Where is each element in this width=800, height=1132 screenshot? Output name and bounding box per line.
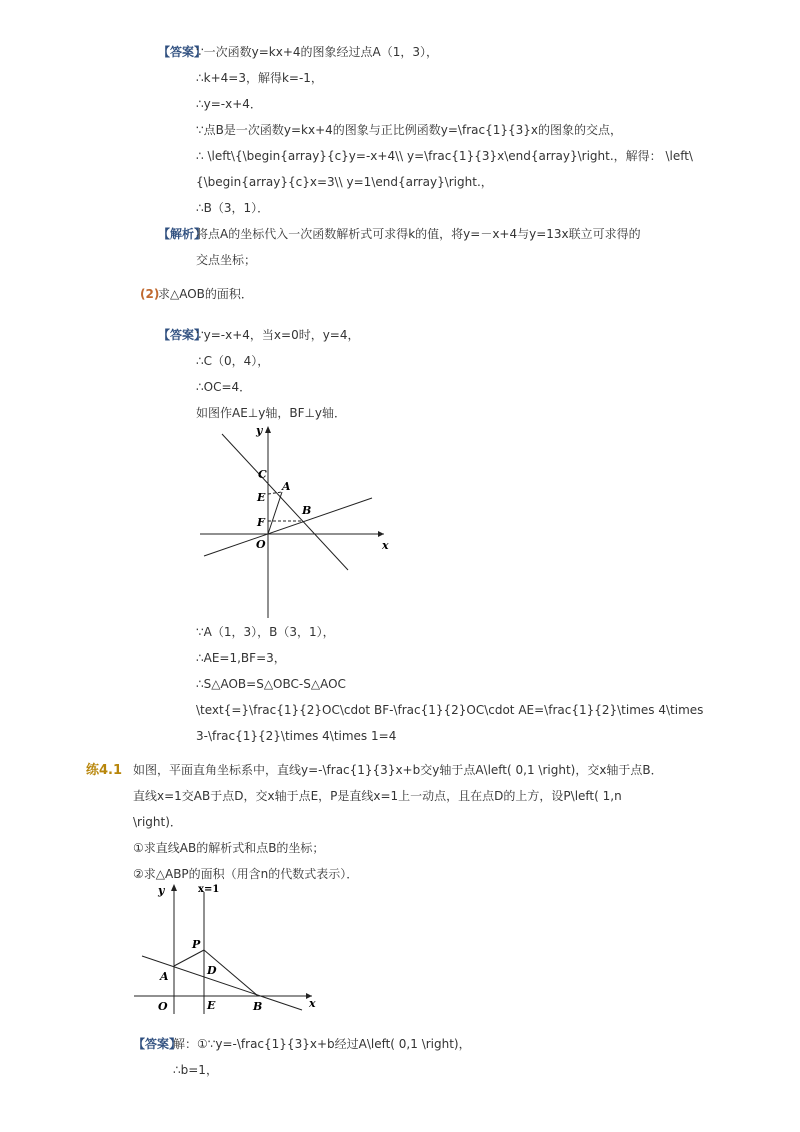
answer-tag: 【答案】 xyxy=(158,328,207,342)
label-D: D xyxy=(207,964,217,977)
label-O: O xyxy=(256,538,266,551)
answer-line: \text{=}\frac{1}{2}OC\cdot BF-\frac{1}{2}OC\cdot AE=\frac{1}{2}\times 4\times xyxy=(196,703,704,717)
label-x-equals-1: x=1 xyxy=(198,884,220,895)
answer-line: ∴k+4=3，解得k=-1， xyxy=(196,71,323,85)
exercise-label: 练4.1 xyxy=(86,763,123,778)
answer-line: ∵点B是一次函数y=kx+4的图象与正比例函数y=\frac{1}{3}x的图象的交点， xyxy=(196,123,622,137)
answer-line: ∴C（0，4）， xyxy=(196,354,270,368)
answer-line: {\begin{array}{c}x=3\\ y=1\end{array}\right.， xyxy=(196,175,493,189)
exercise-line: ①求直线AB的解析式和点B的坐标； xyxy=(133,841,325,855)
exercise-line: ②求△ABP的面积（用含n的代数式表示）． xyxy=(133,867,359,881)
label-F: F xyxy=(257,516,265,529)
answer-line: ∴OC=4． xyxy=(196,380,252,394)
coordinate-figure-2 xyxy=(134,880,324,1020)
exercise-line: \right)． xyxy=(133,815,182,829)
label-x: x xyxy=(382,539,389,552)
answer-tag: 【答案】 xyxy=(158,45,207,59)
exercise-line: 直线x=1交AB于点D，交x轴于点E，P是直线x=1上一动点，且在点D的上方，设P\left( 1,n xyxy=(133,789,622,803)
label-E: E xyxy=(257,491,266,504)
answer-line: ∴B（3，1）． xyxy=(196,201,270,215)
label-x: x xyxy=(309,997,316,1010)
exercise-line: 如图，平面直角坐标系中，直线y=-\frac{1}{3}x+b交y轴于点A\left( 0,1 \right)，交x轴于点B． xyxy=(133,763,663,777)
label-E: E xyxy=(207,999,216,1012)
answer-line: ∵A（1，3），B（3，1）， xyxy=(196,625,335,639)
label-O: O xyxy=(158,1000,168,1013)
subquestion-number: (2) xyxy=(140,287,160,301)
answer-line: 解：①∵y=-\frac{1}{3}x+b经过A\left( 0,1 \right)， xyxy=(173,1037,471,1051)
segment-OA xyxy=(268,492,282,534)
label-y: y xyxy=(256,424,263,437)
answer-line: ∴y=-x+4． xyxy=(196,97,262,111)
line-y-third-x xyxy=(204,498,372,556)
answer-line: ∴b=1， xyxy=(173,1063,218,1077)
segment-AE xyxy=(268,492,282,494)
segment-AP xyxy=(174,950,204,966)
analysis-line: 交点坐标； xyxy=(196,253,257,267)
answer-line: ∵一次函数y=kx+4的图象经过点A（1，3）， xyxy=(196,45,439,59)
label-B: B xyxy=(253,1000,263,1013)
coordinate-figure-1 xyxy=(196,422,396,622)
answer-line: 3-\frac{1}{2}\times 4\times 1=4 xyxy=(196,729,397,743)
subquestion-text: 求△AOB的面积． xyxy=(158,287,253,301)
label-B: B xyxy=(302,504,312,517)
analysis-line: 将点A的坐标代入一次函数解析式可求得k的值，将y=－x+4与y=13x联立可求得的 xyxy=(196,227,641,241)
label-A: A xyxy=(160,970,169,983)
analysis-tag: 【解析】 xyxy=(158,227,207,241)
label-C: C xyxy=(258,468,267,481)
answer-line: ∴ \left\{\begin{array}{c}y=-x+4\\ y=\frac{1}{3}x\end{array}\right.，解得： \left\ xyxy=(196,149,693,163)
label-A: A xyxy=(282,480,291,493)
answer-tag: 【答案】 xyxy=(133,1037,182,1051)
answer-line: ∴S△AOB=S△OBC-S△AOC xyxy=(196,677,346,691)
answer-line: 如图作AE⊥y轴，BF⊥y轴． xyxy=(196,406,347,420)
y-axis-arrow xyxy=(265,426,271,433)
label-y: y xyxy=(158,884,165,897)
x-axis-arrow xyxy=(378,531,384,537)
answer-line: ∵y=-x+4，当x=0时，y=4， xyxy=(196,328,360,342)
line-y-neg-x-plus-4 xyxy=(222,434,348,570)
label-P: P xyxy=(192,938,201,951)
y-axis-arrow xyxy=(171,884,177,891)
answer-line: ∴AE=1,BF=3， xyxy=(196,651,286,665)
